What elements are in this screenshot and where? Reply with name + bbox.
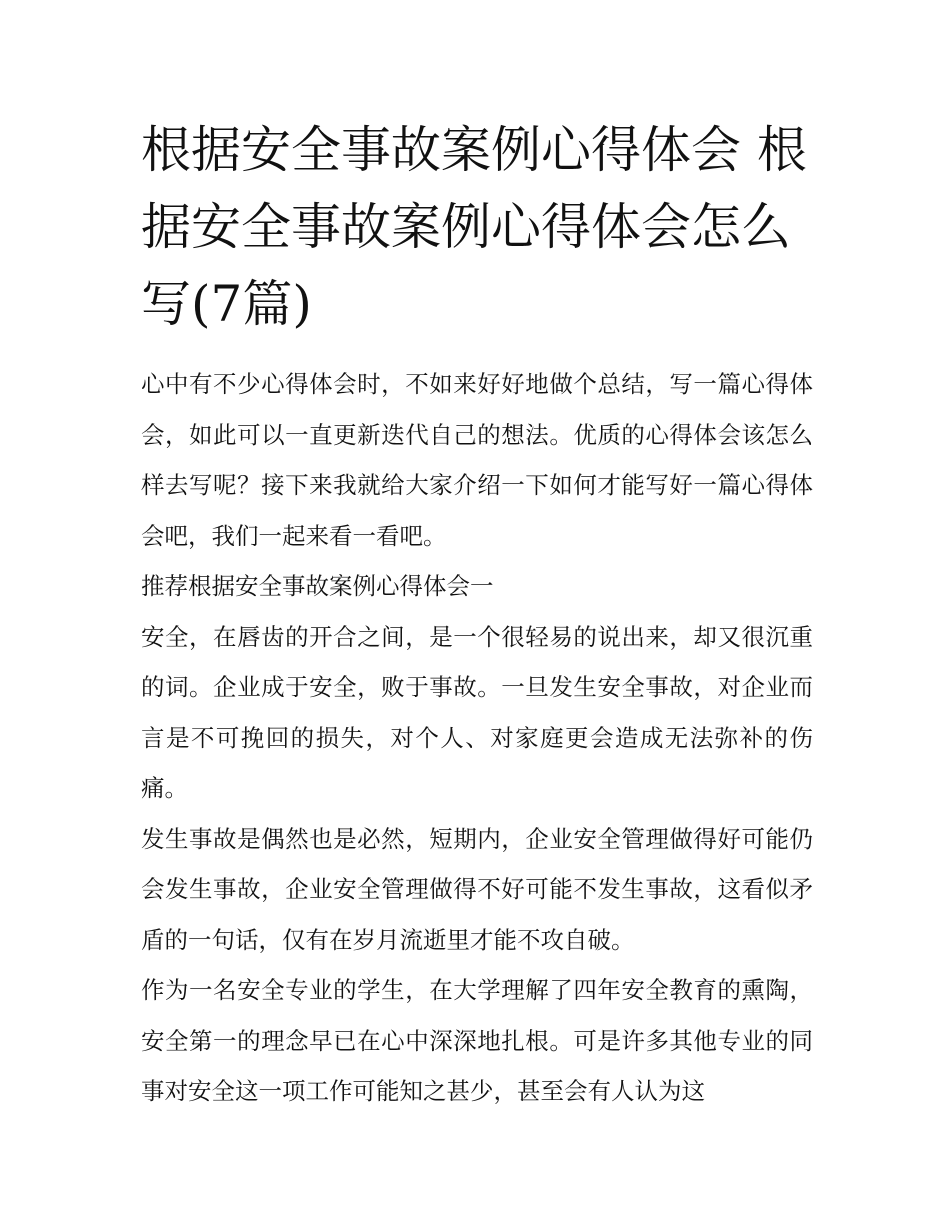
intro-paragraph: 心中有不少心得体会时，不如来好好地做个总结，写一篇心得体会，如此可以一直更新迭代自己的想法。优质的心得体会该怎么样去写呢？接下来我就给大家介绍一下如何才能写好一篇心得体会吧，我们一起来看一看吧。 <box>141 370 813 550</box>
section-heading: 推荐根据安全事故案例心得体会一 <box>141 572 494 600</box>
document-title: 根据安全事故案例心得体会 根据安全事故案例心得体会怎么写(7篇) <box>141 121 807 333</box>
document-text <box>141 359 813 1117</box>
document-body <box>141 112 813 1117</box>
body-paragraph-2: 发生事故是偶然也是必然，短期内，企业安全管理做得好可能仍会发生事故，企业安全管理做得不好可能不发生事故，这看似矛盾的一句话，仅有在岁月流逝里才能不攻自破。 <box>141 824 813 954</box>
body-paragraph-1: 安全，在唇齿的开合之间，是一个很轻易的说出来，却又很沉重的词。企业成于安全，败于事故。一旦发生安全事故，对企业而言是不可挽回的损失，对个人、对家庭更会造成无法弥补的伤痛。 <box>141 622 813 802</box>
body-paragraph-3: 作为一名安全专业的学生，在大学理解了四年安全教育的熏陶，安全第一的理念早已在心中深深地扎根。可是许多其他专业的同事对安全这一项工作可能知之甚少，甚至会有人认为这 <box>141 976 813 1105</box>
